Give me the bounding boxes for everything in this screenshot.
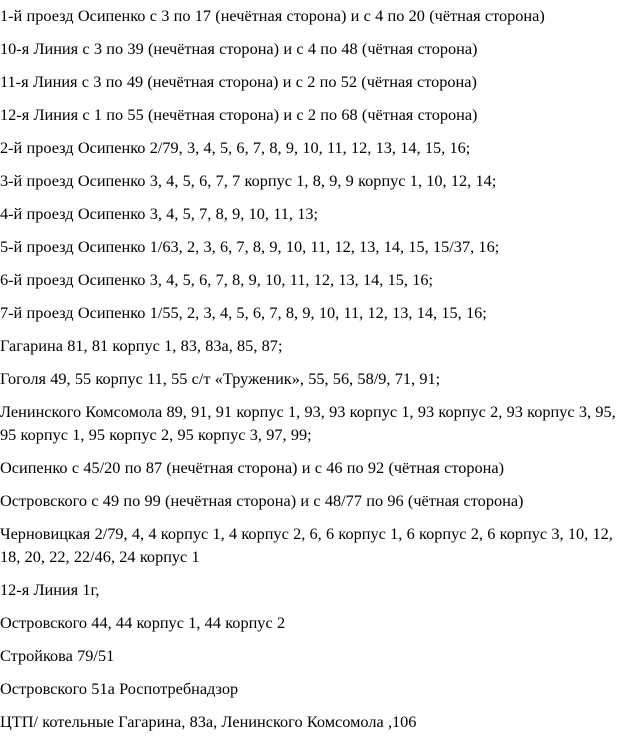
- address-line-13: Ленинского Комсомола 89, 91, 91 корпус 1, 93, 93 корпус 1, 93 корпус 2, 93 корпус 3, 95, 95 корпус 1, 95 корпус 2, 95 корпус 3, 97, 99;: [0, 402, 616, 444]
- address-line-8: 5-й проезд Осипенко 1/63, 2, 3, 6, 7, 8, 9, 10, 11, 12, 13, 14, 15, 15/37, 16;: [0, 237, 500, 256]
- address-line-14: Осипенко с 45/20 по 87 (нечётная сторона) и с 46 по 92 (чётная сторона): [0, 458, 505, 477]
- address-line-17: 12-я Линия 1г,: [0, 580, 100, 599]
- address-list-document: [0, 4, 618, 733]
- address-line-11: Гагарина 81, 81 корпус 1, 83, 83а, 85, 87;: [0, 336, 283, 355]
- address-line-18: Островского 44, 44 корпус 1, 44 корпус 2: [0, 613, 286, 632]
- address-line-2: 10-я Линия с 3 по 39 (нечётная сторона) и с 4 по 48 (чётная сторона): [0, 39, 478, 58]
- address-line-3: 11-я Линия с 3 по 49 (нечётная сторона) и с 2 по 52 (чётная сторона): [0, 72, 477, 91]
- address-line-9: 6-й проезд Осипенко 3, 4, 5, 6, 7, 8, 9, 10, 11, 12, 13, 14, 15, 16;: [0, 270, 433, 289]
- address-line-15: Островского с 49 по 99 (нечётная сторона) и с 48/77 по 96 (чётная сторона): [0, 491, 524, 510]
- address-line-1: 1-й проезд Осипенко с 3 по 17 (нечётная сторона) и с 4 по 20 (чётная сторона): [0, 6, 545, 25]
- address-line-19: Стройкова 79/51: [0, 646, 115, 665]
- address-line-5: 2-й проезд Осипенко 2/79, 3, 4, 5, 6, 7, 8, 9, 10, 11, 12, 13, 14, 15, 16;: [0, 138, 471, 157]
- address-line-10: 7-й проезд Осипенко 1/55, 2, 3, 4, 5, 6, 7, 8, 9, 10, 11, 12, 13, 14, 15, 16;: [0, 303, 487, 322]
- address-line-12: Гоголя 49, 55 корпус 11, 55 с/т «Труженик», 55, 56, 58/9, 71, 91;: [0, 369, 441, 388]
- address-line-6: 3-й проезд Осипенко 3, 4, 5, 6, 7, 7 корпус 1, 8, 9, 9 корпус 1, 10, 12, 14;: [0, 171, 497, 190]
- address-line-7: 4-й проезд Осипенко 3, 4, 5, 7, 8, 9, 10, 11, 13;: [0, 204, 319, 223]
- address-line-16: Черновицкая 2/79, 4, 4 корпус 1, 4 корпус 2, 6, 6 корпус 1, 6 корпус 2, 6 корпус 3, 10, 12, 18, 20, 22, 22/46, 24 корпус 1: [0, 524, 613, 566]
- address-line-21: ЦТП/ котельные Гагарина, 83а, Ленинского Комсомола ,106: [0, 712, 417, 731]
- address-line-4: 12-я Линия с 1 по 55 (нечётная сторона) и с 2 по 68 (чётная сторона): [0, 105, 478, 124]
- address-line-20: Островского 51а Роспотребнадзор: [0, 679, 239, 698]
